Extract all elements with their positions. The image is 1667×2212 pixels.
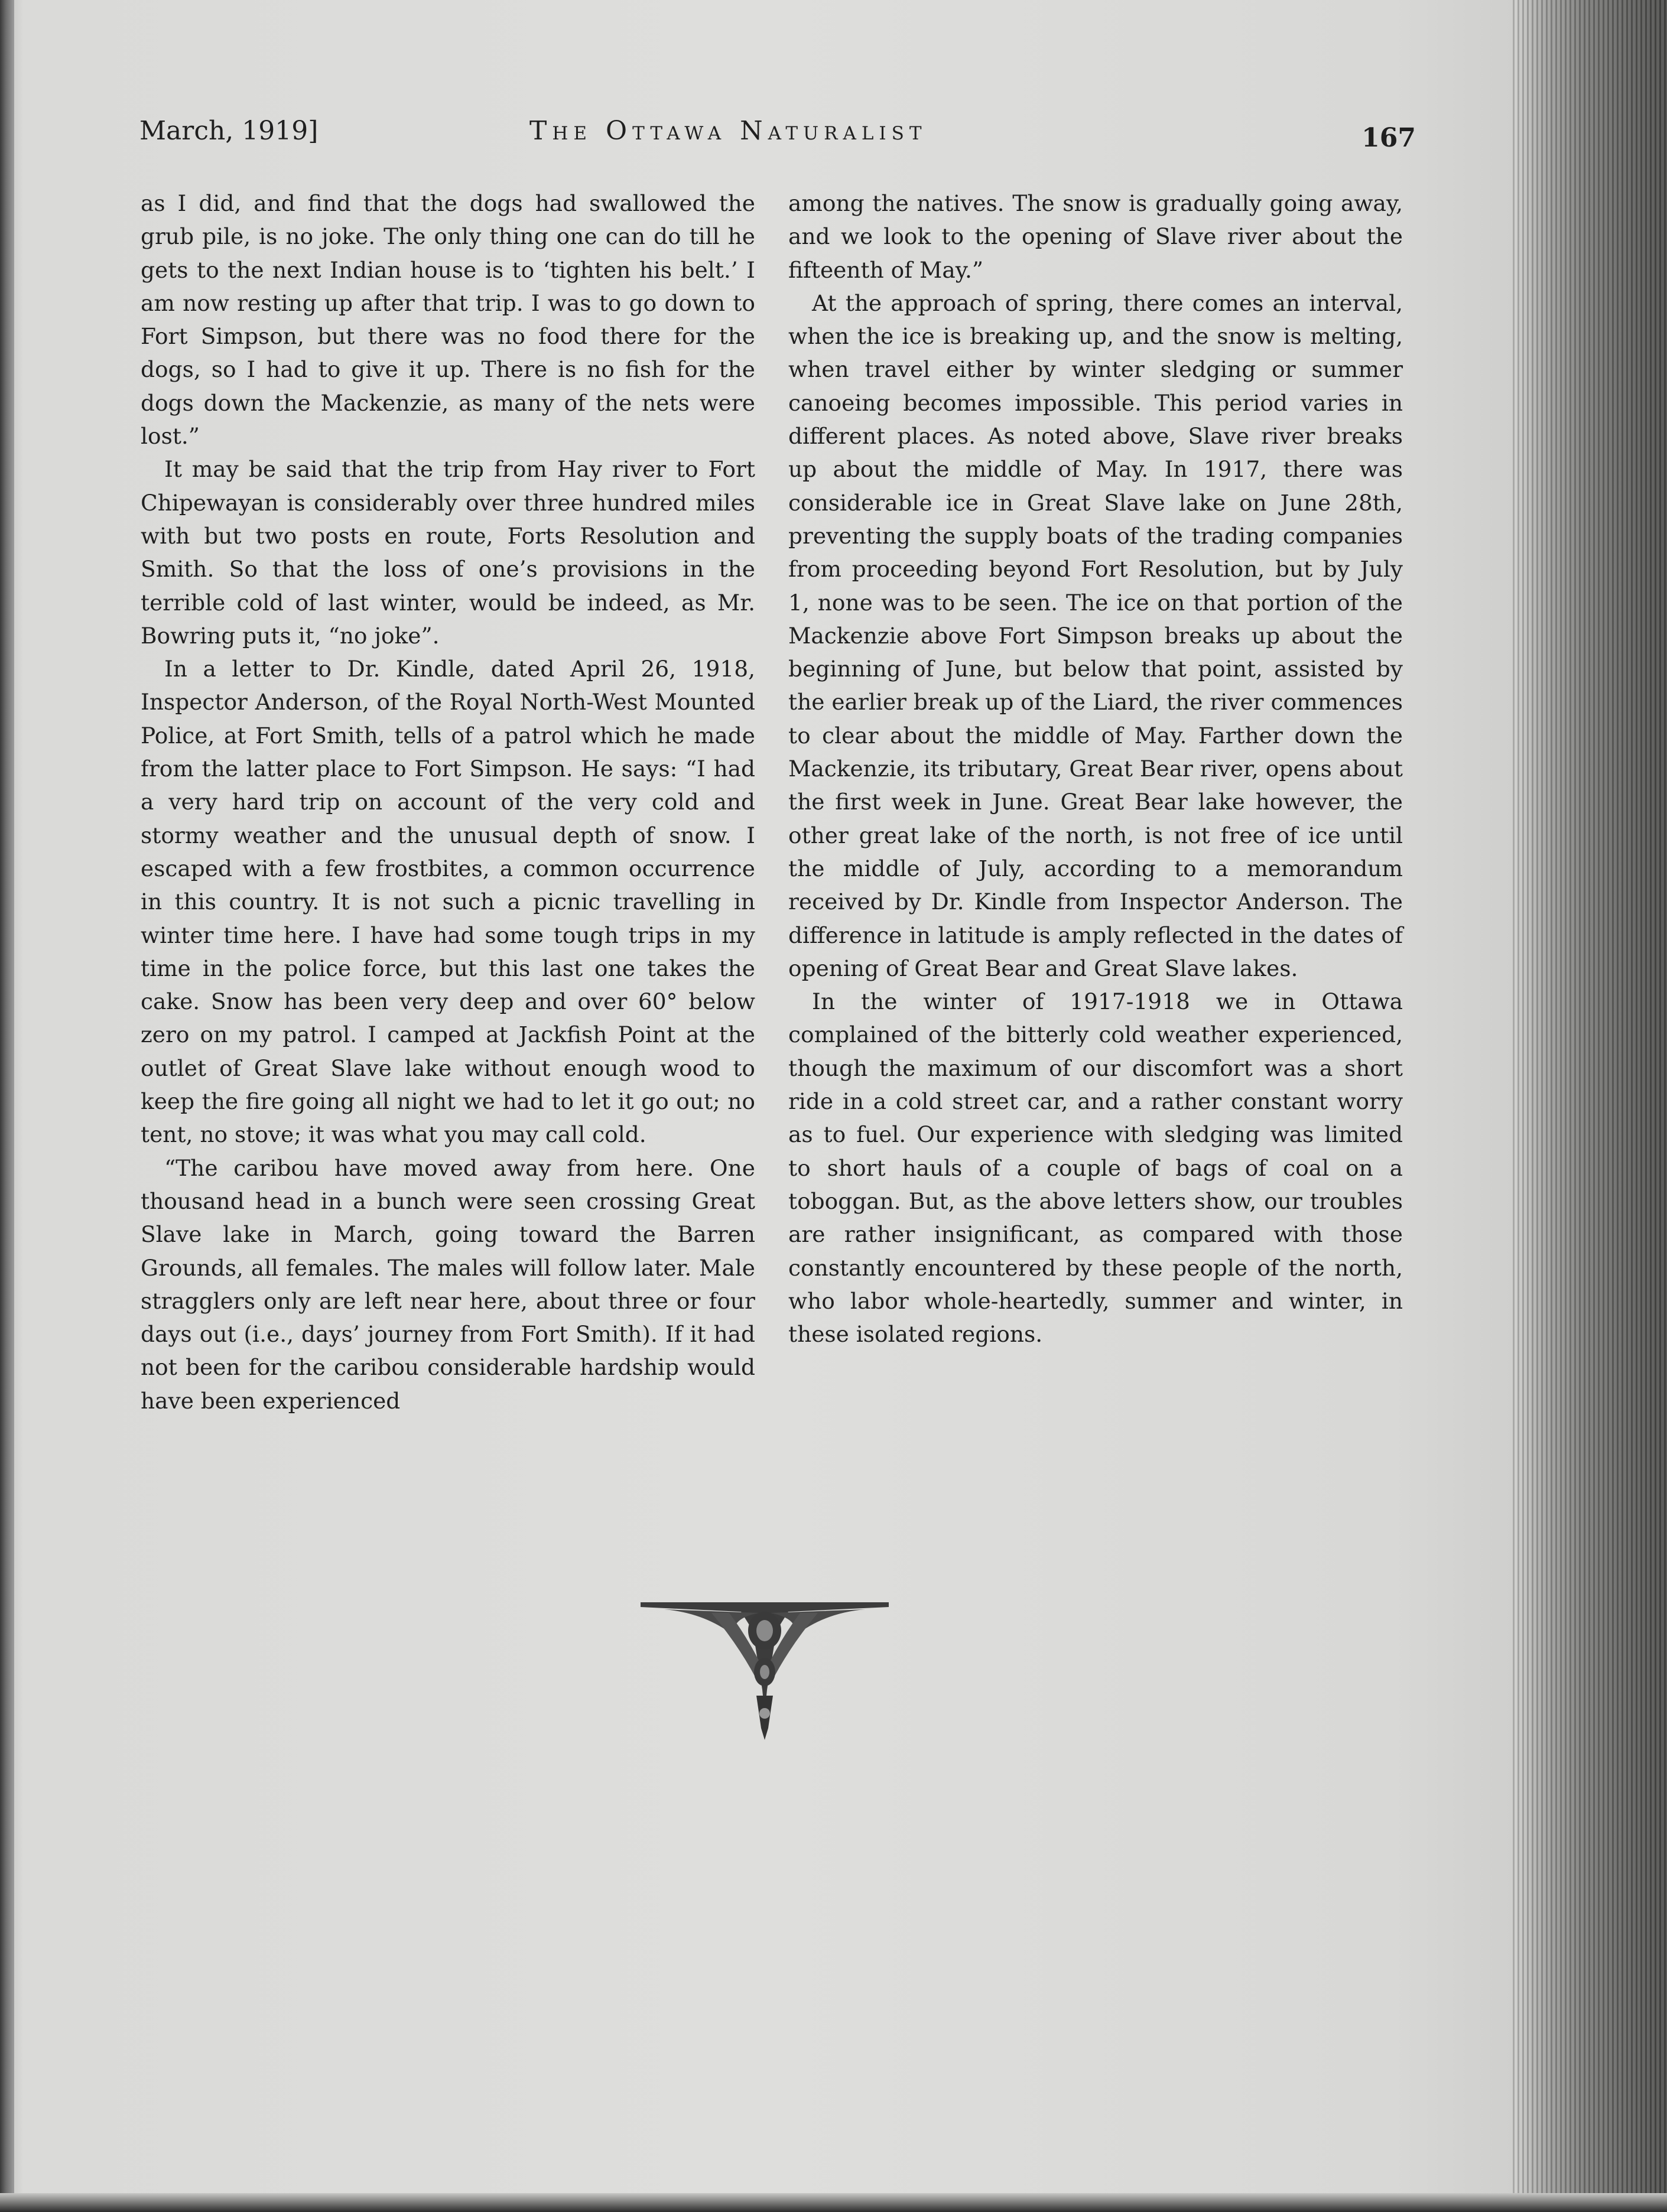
page-bottom-edge: [0, 2193, 1667, 2212]
paragraph: At the approach of spring, there comes an interval, when the ice is breaking up, and the snow is melting, when travel either by winter sledging or summer canoeing becomes impossible. This period varies in different places. As noted above, Slave river breaks up about the middle of May. In 1917, there was considerable ice in Great Slave lake on June 28th, preventing the supply boats of the trading companies from proceeding beyond Fort Resolution, but by July 1, none was to be seen. The ice on that portion of the Mackenzie above Fort Simpson breaks up about the beginning of June, but below that point, assisted by the earlier break up of the Liard, the river commences to clear about the middle of May. Farther down the Mackenzie, its tributary, Great Bear river, opens about the first week in June. Great Bear lake however, the other great lake of the north, is not free of ice until the middle of July, according to a memorandum received by Dr. Kindle from Inspector Anderson. The difference in latitude is amply reflected in the dates of opening of Great Bear and Great Slave lakes.: [788, 289, 1403, 981]
paragraph: In the winter of 1917-1918 we in Ottawa complained of the bitterly cold weather experienced, though the maximum of our discomfort was a short ride in a cold street car, and a rather constant worry as to fuel. Our experience with sledging was limited to short hauls of a couple of bags of coal on a toboggan. But, as the above letters show, our troubles are rather insignificant, as compared with those constantly encountered by these people of the north, who labor whole-heartedly, summer and winter, in these isolated regions.: [788, 988, 1403, 1348]
paragraph: It may be said that the trip from Hay river to Fort Chipewayan is considerably over three hundred miles with but two posts en route, Forts Resolution and Smith. So that the loss of one’s provisions in the terrible cold of last winter, would be indeed, as Mr. Bowring puts it, “no joke”.: [141, 456, 755, 649]
paragraph: as I did, and find that the dogs had swallowed the grub pile, is no joke. The only thing one can do till he gets to the next Indian house is to ‘tighten his belt.’ I am now resting up after that trip. I was to go down to Fort Simpson, but there was no food there for the dogs, so I had to give it up. There is no fish for the dogs down the Mackenzie, as many of the nets were lost.”: [141, 190, 755, 450]
left-column: [141, 187, 755, 1417]
journal-title: The Ottawa Naturalist: [529, 116, 927, 146]
paragraph: “The caribou have moved away from here. One thousand head in a bunch were seen crossing Great Slave lake in March, going toward the Barren Grounds, all females. The males will follow later. Male stragglers only are left near here, about three or four days out (i.e., days’ journey from Fort Smith). If it had not been for the caribou considerable hardship would have been experienced: [141, 1154, 755, 1414]
paragraph: In a letter to Dr. Kindle, dated April 26, 1918, Inspector Anderson, of the Royal North-West Mounted Police, at Fort Smith, tells of a patrol which he made from the latter place to Fort Simpson. He says: “I had a very hard trip on account of the very cold and stormy weather and the unusual depth of snow. I escaped with a few frostbites, a common occurrence in this country. It is not such a picnic travelling in winter time here. I have had some tough trips in my time in the police force, but this last one takes the cake. Snow has been very deep and over 60° below zero on my patrol. I camped at Jackfish Point at the outlet of Great Slave lake without enough wood to keep the fire going all night we had to let it go out; no tent, no stove; it was what you may call cold.: [141, 656, 755, 1148]
issue-date: March, 1919]: [139, 116, 319, 146]
right-column: [788, 187, 1403, 1351]
book-binding-edge: [1513, 0, 1667, 2212]
running-header: [139, 116, 1416, 157]
paragraph: among the natives. The snow is gradually going away, and we look to the opening of Slave river about the fifteenth of May.”: [788, 190, 1403, 283]
page-number: 167: [1361, 123, 1416, 153]
page-left-edge: [0, 0, 14, 2212]
decorative-ornament-icon: [641, 1595, 889, 1743]
